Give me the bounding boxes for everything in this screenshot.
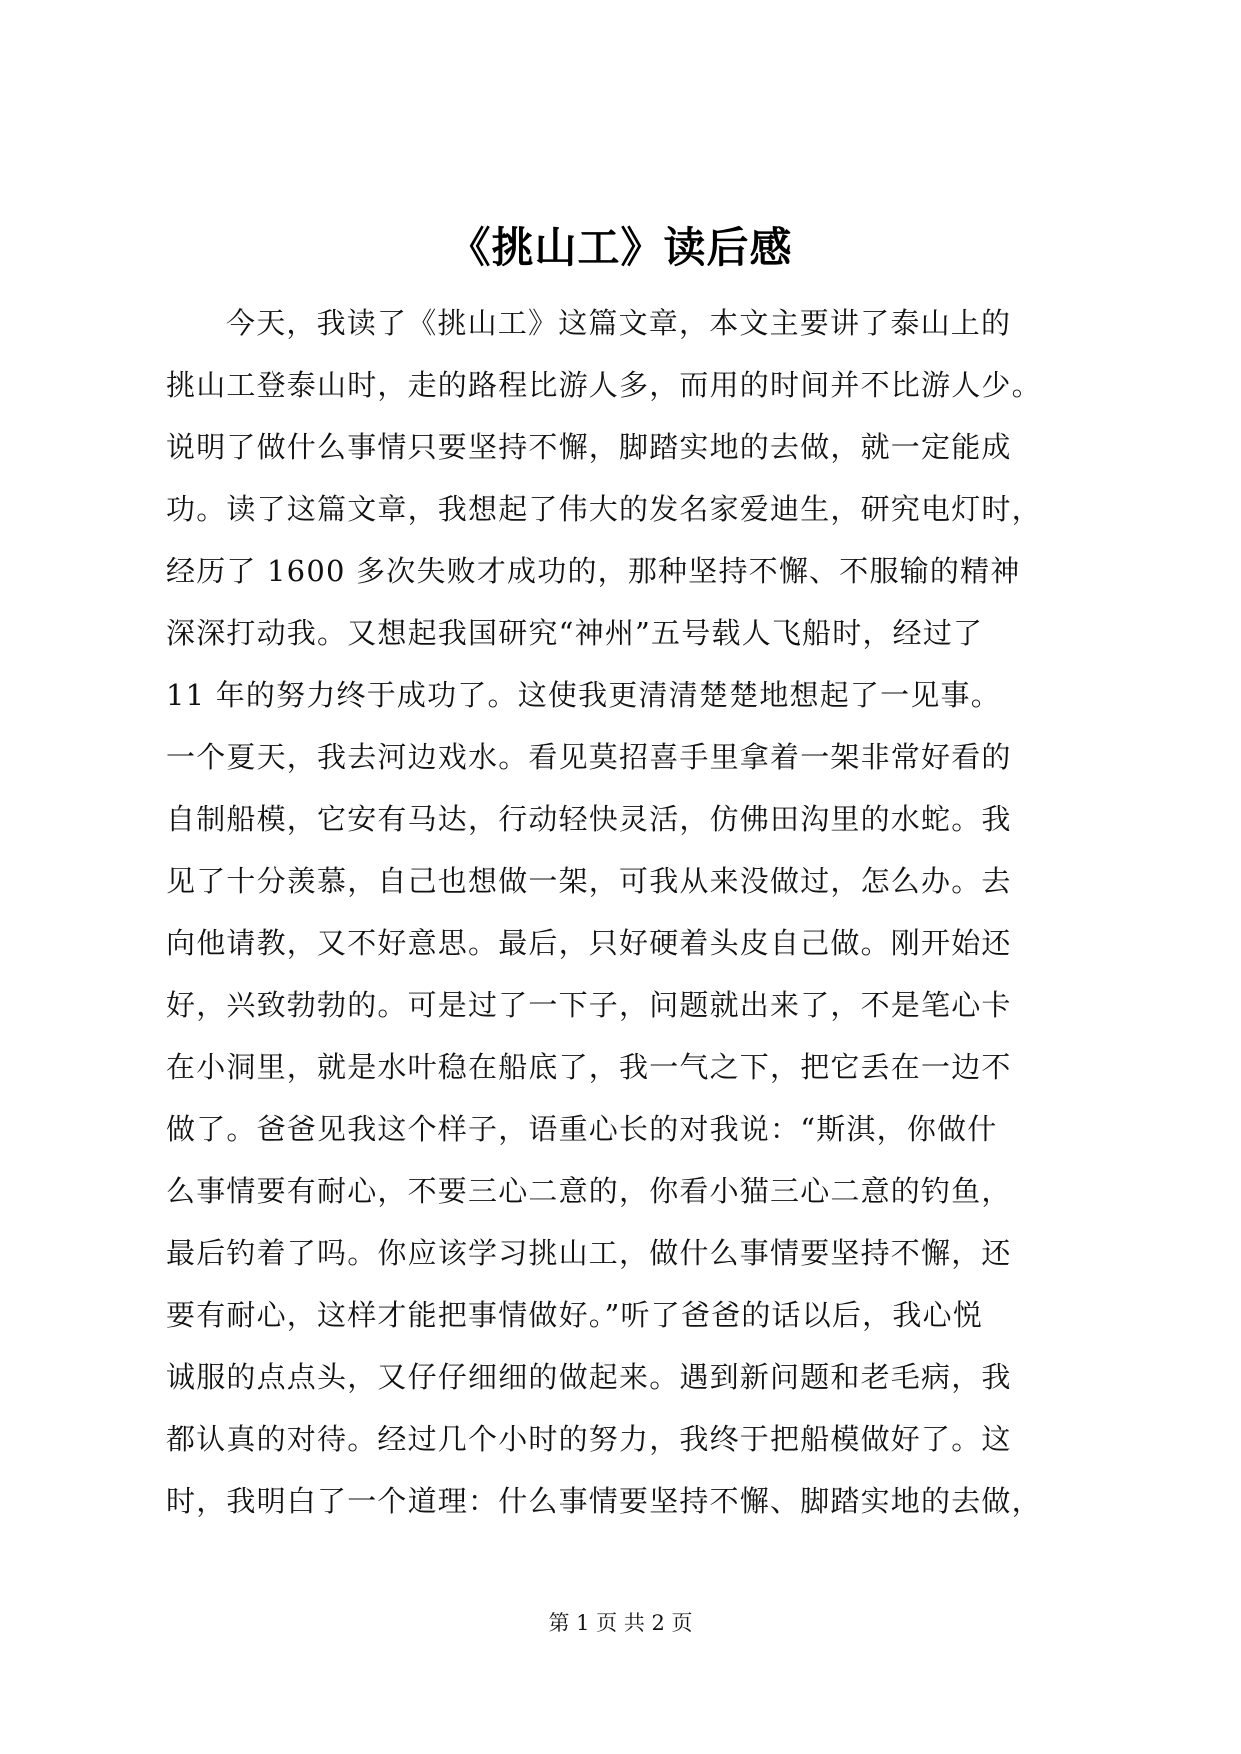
body-line: 一个夏天，我去河边戏水。看见莫招喜手里拿着一架非常好看的	[166, 740, 1012, 774]
body-line: 挑山工登泰山时，走的路程比游人多，而用的时间并不比游人少。	[166, 368, 1042, 402]
body-line: 要有耐心，这样才能把事情做好。”听了爸爸的话以后，我心悦	[166, 1298, 983, 1332]
body-line: 么事情要有耐心，不要三心二意的，你看小猫三心二意的钓鱼，	[166, 1174, 1012, 1208]
document-body	[166, 292, 1096, 1532]
page-number-footer: 第 1 页 共 2 页	[548, 1611, 693, 1635]
body-line: 在小洞里，就是水叶稳在船底了，我一气之下，把它丢在一边不	[166, 1050, 1012, 1084]
body-line: 诚服的点点头，又仔仔细细的做起来。遇到新问题和老毛病，我	[166, 1360, 1012, 1394]
body-line: 经历了 1600 多次失败才成功的，那种坚持不懈、不服输的精神	[166, 554, 1021, 588]
document-title: 《挑山工》读后感	[448, 223, 793, 272]
body-line: 自制船模，它安有马达，行动轻快灵活，仿佛田沟里的水蛇。我	[166, 802, 1012, 836]
body-line: 向他请教，又不好意思。最后，只好硬着头皮自己做。刚开始还	[166, 926, 1012, 960]
body-line: 做了。爸爸见我这个样子，语重心长的对我说：“斯淇，你做什	[166, 1112, 998, 1146]
body-line: 时，我明白了一个道理：什么事情要坚持不懈、脚踏实地的去做，	[166, 1484, 1042, 1518]
body-line: 见了十分羡慕，自己也想做一架，可我从来没做过，怎么办。去	[166, 864, 1012, 898]
body-line: 说明了做什么事情只要坚持不懈，脚踏实地的去做，就一定能成	[166, 430, 1012, 464]
body-line: 最后钓着了吗。你应该学习挑山工，做什么事情要坚持不懈，还	[166, 1236, 1012, 1270]
body-line: 深深打动我。又想起我国研究“神州”五号载人飞船时，经过了	[166, 616, 984, 650]
body-line: 功。读了这篇文章，我想起了伟大的发名家爱迪生，研究电灯时，	[166, 492, 1042, 526]
body-line: 今天，我读了《挑山工》这篇文章，本文主要讲了泰山上的	[226, 306, 1012, 340]
body-line: 11 年的努力终于成功了。这使我更清清楚楚地想起了一见事。	[166, 678, 1001, 712]
body-line: 好，兴致勃勃的。可是过了一下子，问题就出来了，不是笔心卡	[166, 988, 1012, 1022]
body-line: 都认真的对待。经过几个小时的努力，我终于把船模做好了。这	[166, 1422, 1012, 1456]
